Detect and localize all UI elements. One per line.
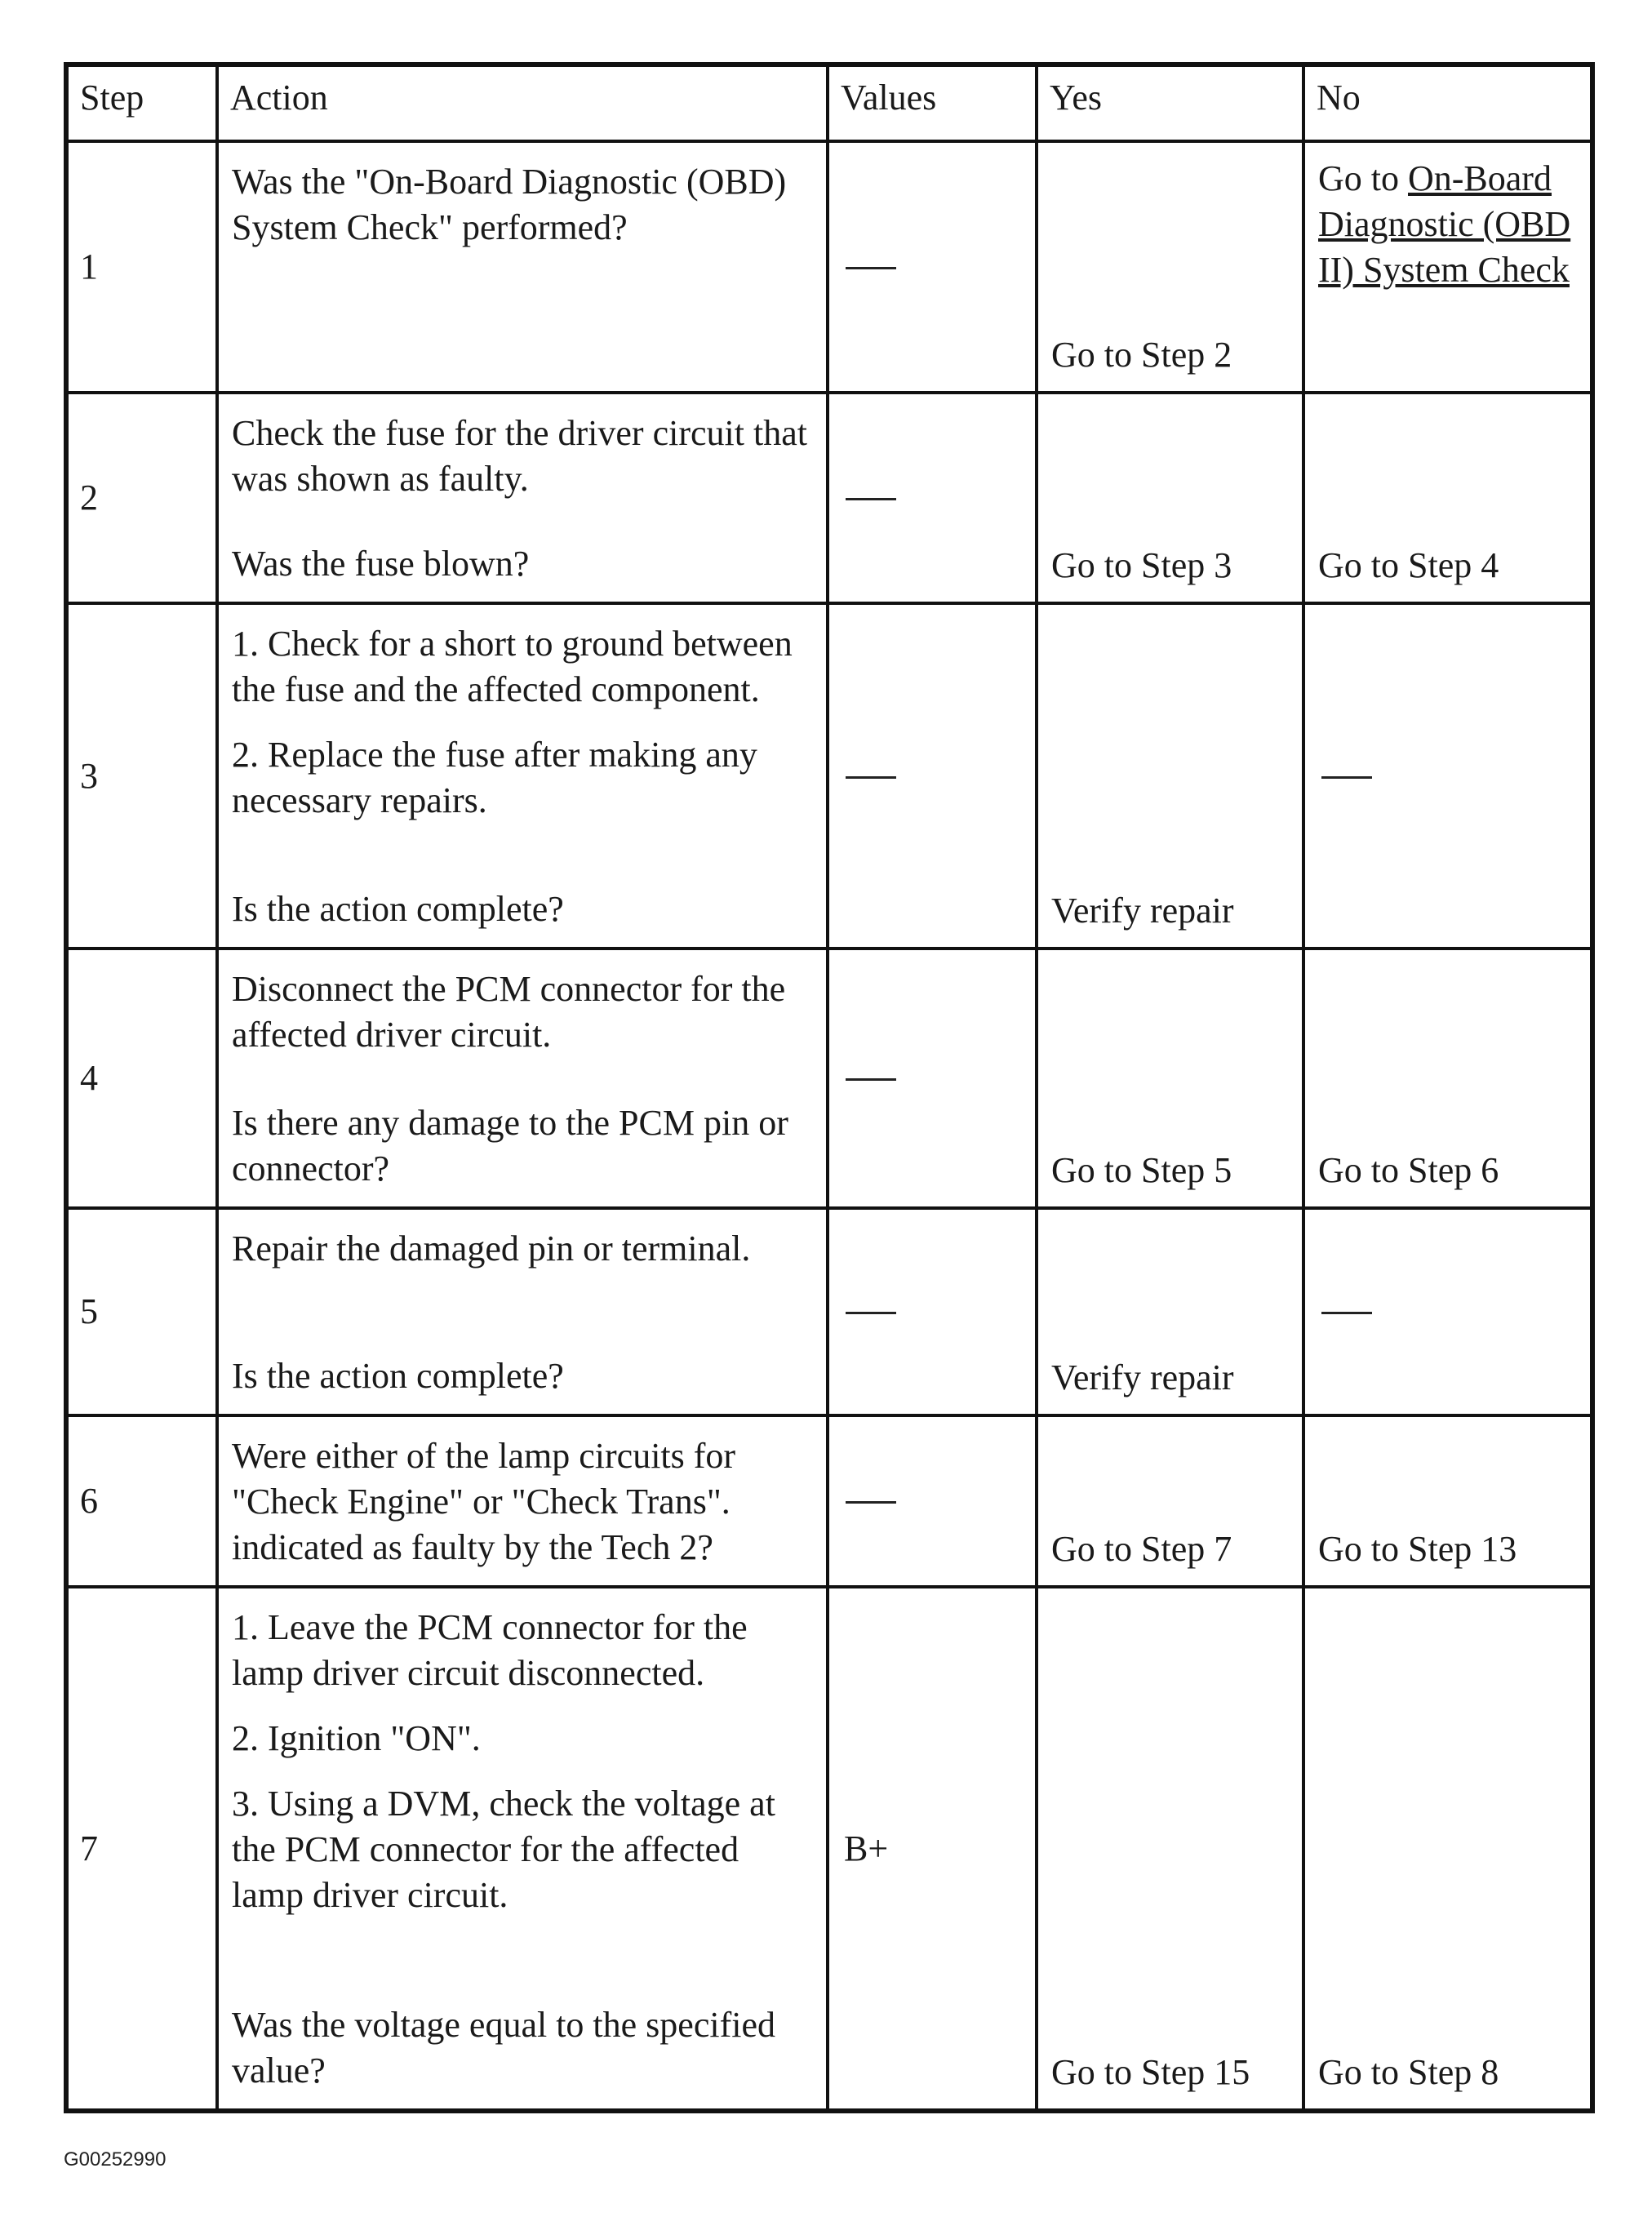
header-step: Step	[66, 64, 217, 141]
table-row	[66, 393, 1592, 603]
action-text: 1. Check for a short to ground between the fuse and the affected component.	[232, 624, 793, 709]
header-action: Action	[217, 64, 828, 141]
step-number: 3	[80, 755, 98, 796]
no-result: Go to Step 6	[1318, 1150, 1499, 1190]
action-question: Is there any damage to the PCM pin or connector?	[232, 1103, 788, 1189]
action-question: Was the voltage equal to the specified value?	[232, 2005, 775, 2090]
header-row	[66, 64, 1592, 141]
no-dash	[1321, 1312, 1372, 1314]
yes-result: Go to Step 15	[1051, 2052, 1250, 2092]
no-result-prefix: Go to	[1318, 158, 1408, 198]
no-dash	[1321, 776, 1372, 779]
action-text: Disconnect the PCM connector for the affected driver circuit.	[232, 969, 786, 1055]
yes-result: Go to Step 5	[1051, 1150, 1232, 1190]
yes-result: Verify repair	[1051, 1357, 1234, 1397]
action-text: 3. Using a DVM, check the voltage at the PCM connector for the affected lamp driver circuit.	[232, 1784, 775, 1915]
step-number: 5	[80, 1291, 98, 1331]
action-question: Is the action complete?	[232, 1356, 564, 1396]
table-row	[66, 1587, 1592, 2111]
no-result	[1318, 156, 1583, 293]
table-row	[66, 1208, 1592, 1415]
value-dash	[846, 776, 896, 779]
step-number: 1	[80, 247, 98, 287]
value-dash	[846, 1078, 896, 1081]
action-text: Check the fuse for the driver circuit that was shown as faulty.	[232, 413, 807, 499]
value-dash	[846, 498, 896, 500]
no-result: Go to Step 4	[1318, 545, 1499, 585]
step-number: 7	[80, 1828, 98, 1868]
table-row	[66, 603, 1592, 949]
table-row	[66, 141, 1592, 393]
header-values: Values	[828, 64, 1037, 141]
yes-result: Go to Step 2	[1051, 335, 1232, 375]
action-question: Was the fuse blown?	[232, 544, 530, 584]
yes-result: Verify repair	[1051, 891, 1234, 931]
yes-result: Go to Step 3	[1051, 545, 1232, 585]
step-number: 6	[80, 1481, 98, 1521]
action-text: 2. Replace the fuse after making any necessary repairs.	[232, 735, 757, 820]
step-number: 2	[80, 478, 98, 518]
figure-code: G00252990	[64, 2148, 167, 2170]
action-text: 2. Ignition "ON".	[232, 1718, 481, 1758]
no-result: Go to Step 13	[1318, 1529, 1517, 1569]
obd-system-check-link[interactable]: On-Board Diagnostic (OBD II) System Check	[1318, 158, 1571, 290]
table-row	[66, 949, 1592, 1208]
action-question: Is the action complete?	[232, 889, 564, 929]
no-result: Go to Step 8	[1318, 2052, 1499, 2092]
header-no: No	[1303, 64, 1592, 141]
action-text: Were either of the lamp circuits for "Check Engine" or "Check Trans". indicated as faulty by the Tech 2?	[232, 1436, 736, 1567]
value-text: B+	[844, 1828, 889, 1868]
diagnostic-table	[64, 62, 1595, 2113]
header-yes: Yes	[1037, 64, 1303, 141]
action-text: Was the "On-Board Diagnostic (OBD) System Check" performed?	[232, 162, 787, 247]
table-row	[66, 1415, 1592, 1587]
value-dash	[846, 1312, 896, 1314]
value-dash	[846, 1501, 896, 1504]
value-dash	[846, 267, 896, 269]
yes-result: Go to Step 7	[1051, 1529, 1232, 1569]
step-number: 4	[80, 1058, 98, 1098]
action-text: Repair the damaged pin or terminal.	[232, 1229, 751, 1269]
action-text: 1. Leave the PCM connector for the lamp driver circuit disconnected.	[232, 1607, 748, 1693]
